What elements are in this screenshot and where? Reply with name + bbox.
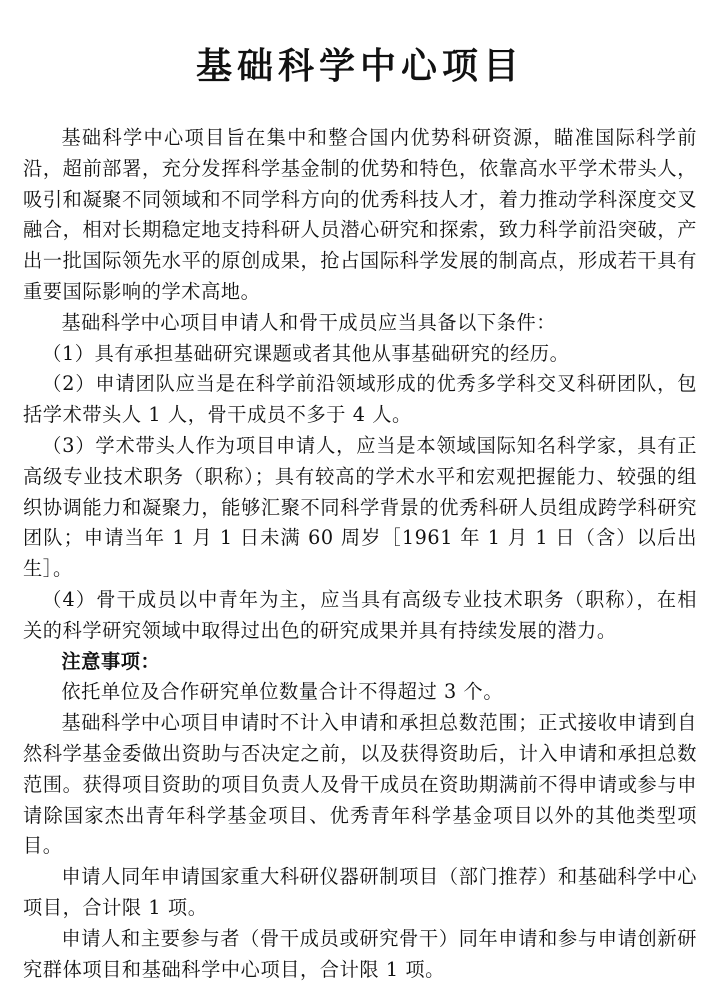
page-title: 基础科学中心项目: [195, 46, 524, 87]
note-paragraph-2: 基础科学中心项目申请时不计入申请和承担总数范围；正式接收申请到自然科学基金委做出资助与否决定之前，以及获得资助后，计入申请和承担总数范围。获得项目资助的项目负责人及骨干成员在资助期满前不得申请或参与申请除国家杰出青年科学基金项目、优秀青年科学基金项目以外的其他类型项目。: [23, 711, 697, 858]
requirements-heading: 基础科学中心项目申请人和骨干成员应当具备以下条件：: [61, 310, 557, 334]
requirement-item-1: （1）具有承担基础研究课题或者其他从事基础研究的经历。: [42, 341, 570, 365]
note-paragraph-3: 申请人同年申请国家重大科研仪器研制项目（部门推荐）和基础科学中心项目，合计限 1 项。: [23, 865, 697, 919]
requirement-item-3: （3）学术带头人作为项目申请人，应当是本领域国际知名科学家，具有正高级专业技术职务（职称）；具有较高的学术水平和宏观把握能力、较强的组织协调能力和凝聚力，能够汇聚不同科学背景的优秀科研人员组成跨学科研究团队；申请当年 1 月 1 日未满 60 周岁［1961 年 1 月 1 日（含）以后出生］。: [23, 433, 697, 581]
requirement-item-2: （2）申请团队应当是在科学前沿领域形成的优秀多学科交叉科研团队，包括学术带头人 1 人，骨干成员不多于 4 人。: [23, 372, 697, 427]
note-paragraph-1: 依托单位及合作研究单位数量合计不得超过 3 个。: [61, 680, 504, 704]
requirement-item-4: （4）骨干成员以中青年为主，应当具有高级专业技术职务（职称），在相关的科学研究领域中取得过出色的研究成果并具有持续发展的潜力。: [23, 587, 697, 642]
intro-paragraph: 基础科学中心项目旨在集中和整合国内优势科研资源，瞄准国际科学前沿，超前部署，充分发挥科学基金制的优势和特色，依靠高水平学术带头人，吸引和凝聚不同领域和不同学科方向的优秀科技人才，着力推动学科深度交叉融合，相对长期稳定地支持科研人员潜心研究和探索，致力科学前沿突破，产出一批国际领先水平的原创成果，抢占国际科学发展的制高点，形成若干具有重要国际影响的学术高地。: [23, 126, 697, 303]
notes-heading: 注意事项：: [61, 649, 161, 673]
note-paragraph-4: 申请人和主要参与者（骨干成员或研究骨干）同年申请和参与申请创新研究群体项目和基础科学中心项目，合计限 1 项。: [23, 926, 697, 981]
document-body: [23, 123, 697, 985]
